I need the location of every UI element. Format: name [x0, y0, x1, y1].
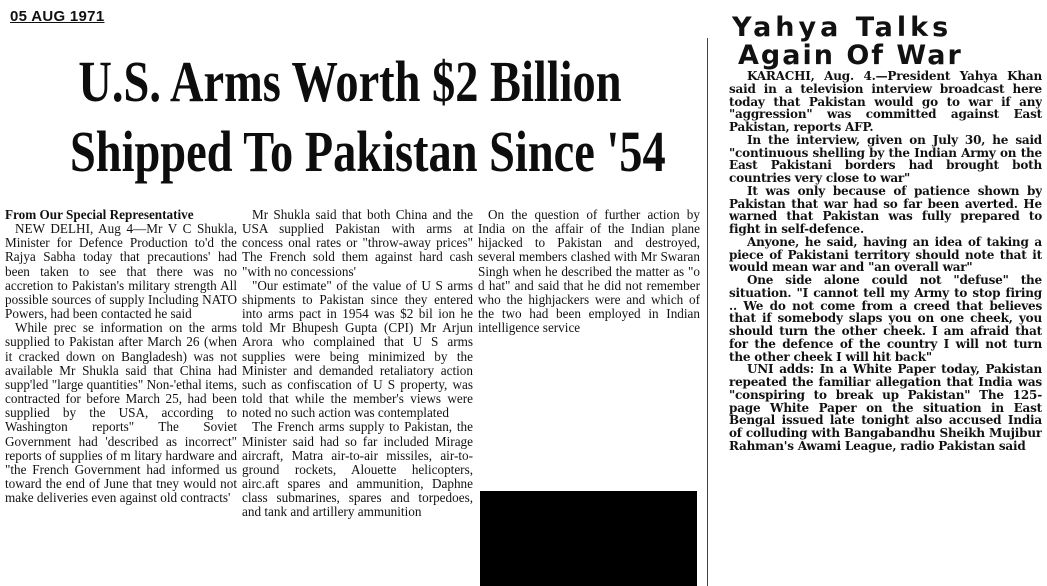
side-headline-line-1: Yahya Talks	[732, 12, 953, 43]
side-article	[729, 70, 1042, 586]
page-date: 05 AUG 1971	[10, 8, 105, 25]
side-paragraph: KARACHI, Aug. 4.—President Yahya Khan said in a television interview broadcast here today that Pakistan would go to war if any "aggression" was committed against East Pakistan, reports AFP.	[729, 70, 1042, 134]
side-headline-line-2: Again Of War	[738, 40, 963, 71]
side-paragraph: Anyone, he said, having an idea of taking a piece of Pakistani territory should note that it would mean war and "an overall war"	[729, 234, 1042, 275]
article-paragraph: "Our estimate" of the value of U S arms shipments to Pakistan since they entered into arms pact in 1954 was $2 bil ion he told Mr Bhupesh Gupta (CPI) Mr Arjun Arora who complained that U S arms supplies were being minimized by the Minister and demanded retaliatory action such as confiscation of U S property, was told that while the member's views were noted no such action was contemplated	[242, 277, 473, 421]
side-paragraph: In the interview, given on July 30, he said "continuous shelling by the Indian Army on the East Pakistani borders had brought both countries very close to war"	[729, 132, 1042, 185]
byline: From Our Special Representative	[5, 208, 194, 222]
headline-line-1: U.S. Arms Worth $2 Billion	[78, 49, 622, 114]
article-paragraph: The French arms supply to Pakistan, the Minister said had so far included Mirage aircraft, Matra air-to-air missiles, air-to-ground rockets, Alouette helicopters, airc.aft spares and ammunition, Daphne class submarines, spares and torpedoes, and tank and artillery ammunition	[242, 419, 473, 520]
article-paragraph: NEW DELHI, Aug 4—Mr V C Shukla, Minister for Defence Production to'd the Rajya Sabha today that precautions' had been taken to see that there was no accretion to Pakistan's military strength All possible sources of supply Including NATO Powers, had been contacted he said	[5, 221, 237, 322]
article-column-1	[5, 208, 237, 586]
article-paragraph: While prec se information on the arms supplied to Pakistan after March 26 (when it cracked down on Bangladesh) was not available Mr Shukla said that China had supp'led "large quantities" Non-'ethal items, contracted for before March 25, had been supplied by the USA, according to Washington reports" The Soviet Government had 'described as incorrect" reports of supplies of m litary hardware and "the French Government had informed us toward the end of June that tney would not make deliveries even against old contracts'	[5, 320, 237, 506]
side-paragraph: One side alone could not "defuse" the situation. "I cannot tell my Army to stop firing .. We do not come from a creed that believes that if somebody slaps you on one cheek, you should turn the other cheek. I am afraid that for the defence of the country I will not turn the other cheek I will hit back"	[729, 273, 1042, 364]
side-paragraph: It was only because of patience shown by Pakistan that war had so far been averted. He warned that Pakistan was fully prepared to fight in self-defence.	[729, 183, 1042, 236]
headline-line-2: Shipped To Pakistan Since '54	[70, 119, 666, 184]
side-paragraph: UNI adds: In a White Paper today, Pakistan repeated the familiar allegation that India was "conspiring to break up Pakistan" The 125-page White Paper on the situation in East Bengal issued late tonight also accused India of colluding with Bangabandhu Sheikh Mujibur Rahman's Awami League, radio Pakistan said	[729, 362, 1042, 453]
column-divider	[707, 38, 708, 586]
article-column-2	[242, 208, 473, 586]
article-paragraph: On the question of further action by India on the affair of the Indian plane hijacked to Pakistan and destroyed, several members clashed with Mr Swaran Singh when he described the matter as "o d hat" and said that he did not remember who the highjackers were and which of the two had been employed in Indian intelligence service	[478, 208, 700, 336]
article-paragraph: Mr Shukla said that both China and the USA supplied Pakistan with arms at concess onal rates or "throw-away prices" The French sold them against hard cash "with no concessions'	[242, 208, 473, 279]
redaction-block	[480, 491, 697, 586]
